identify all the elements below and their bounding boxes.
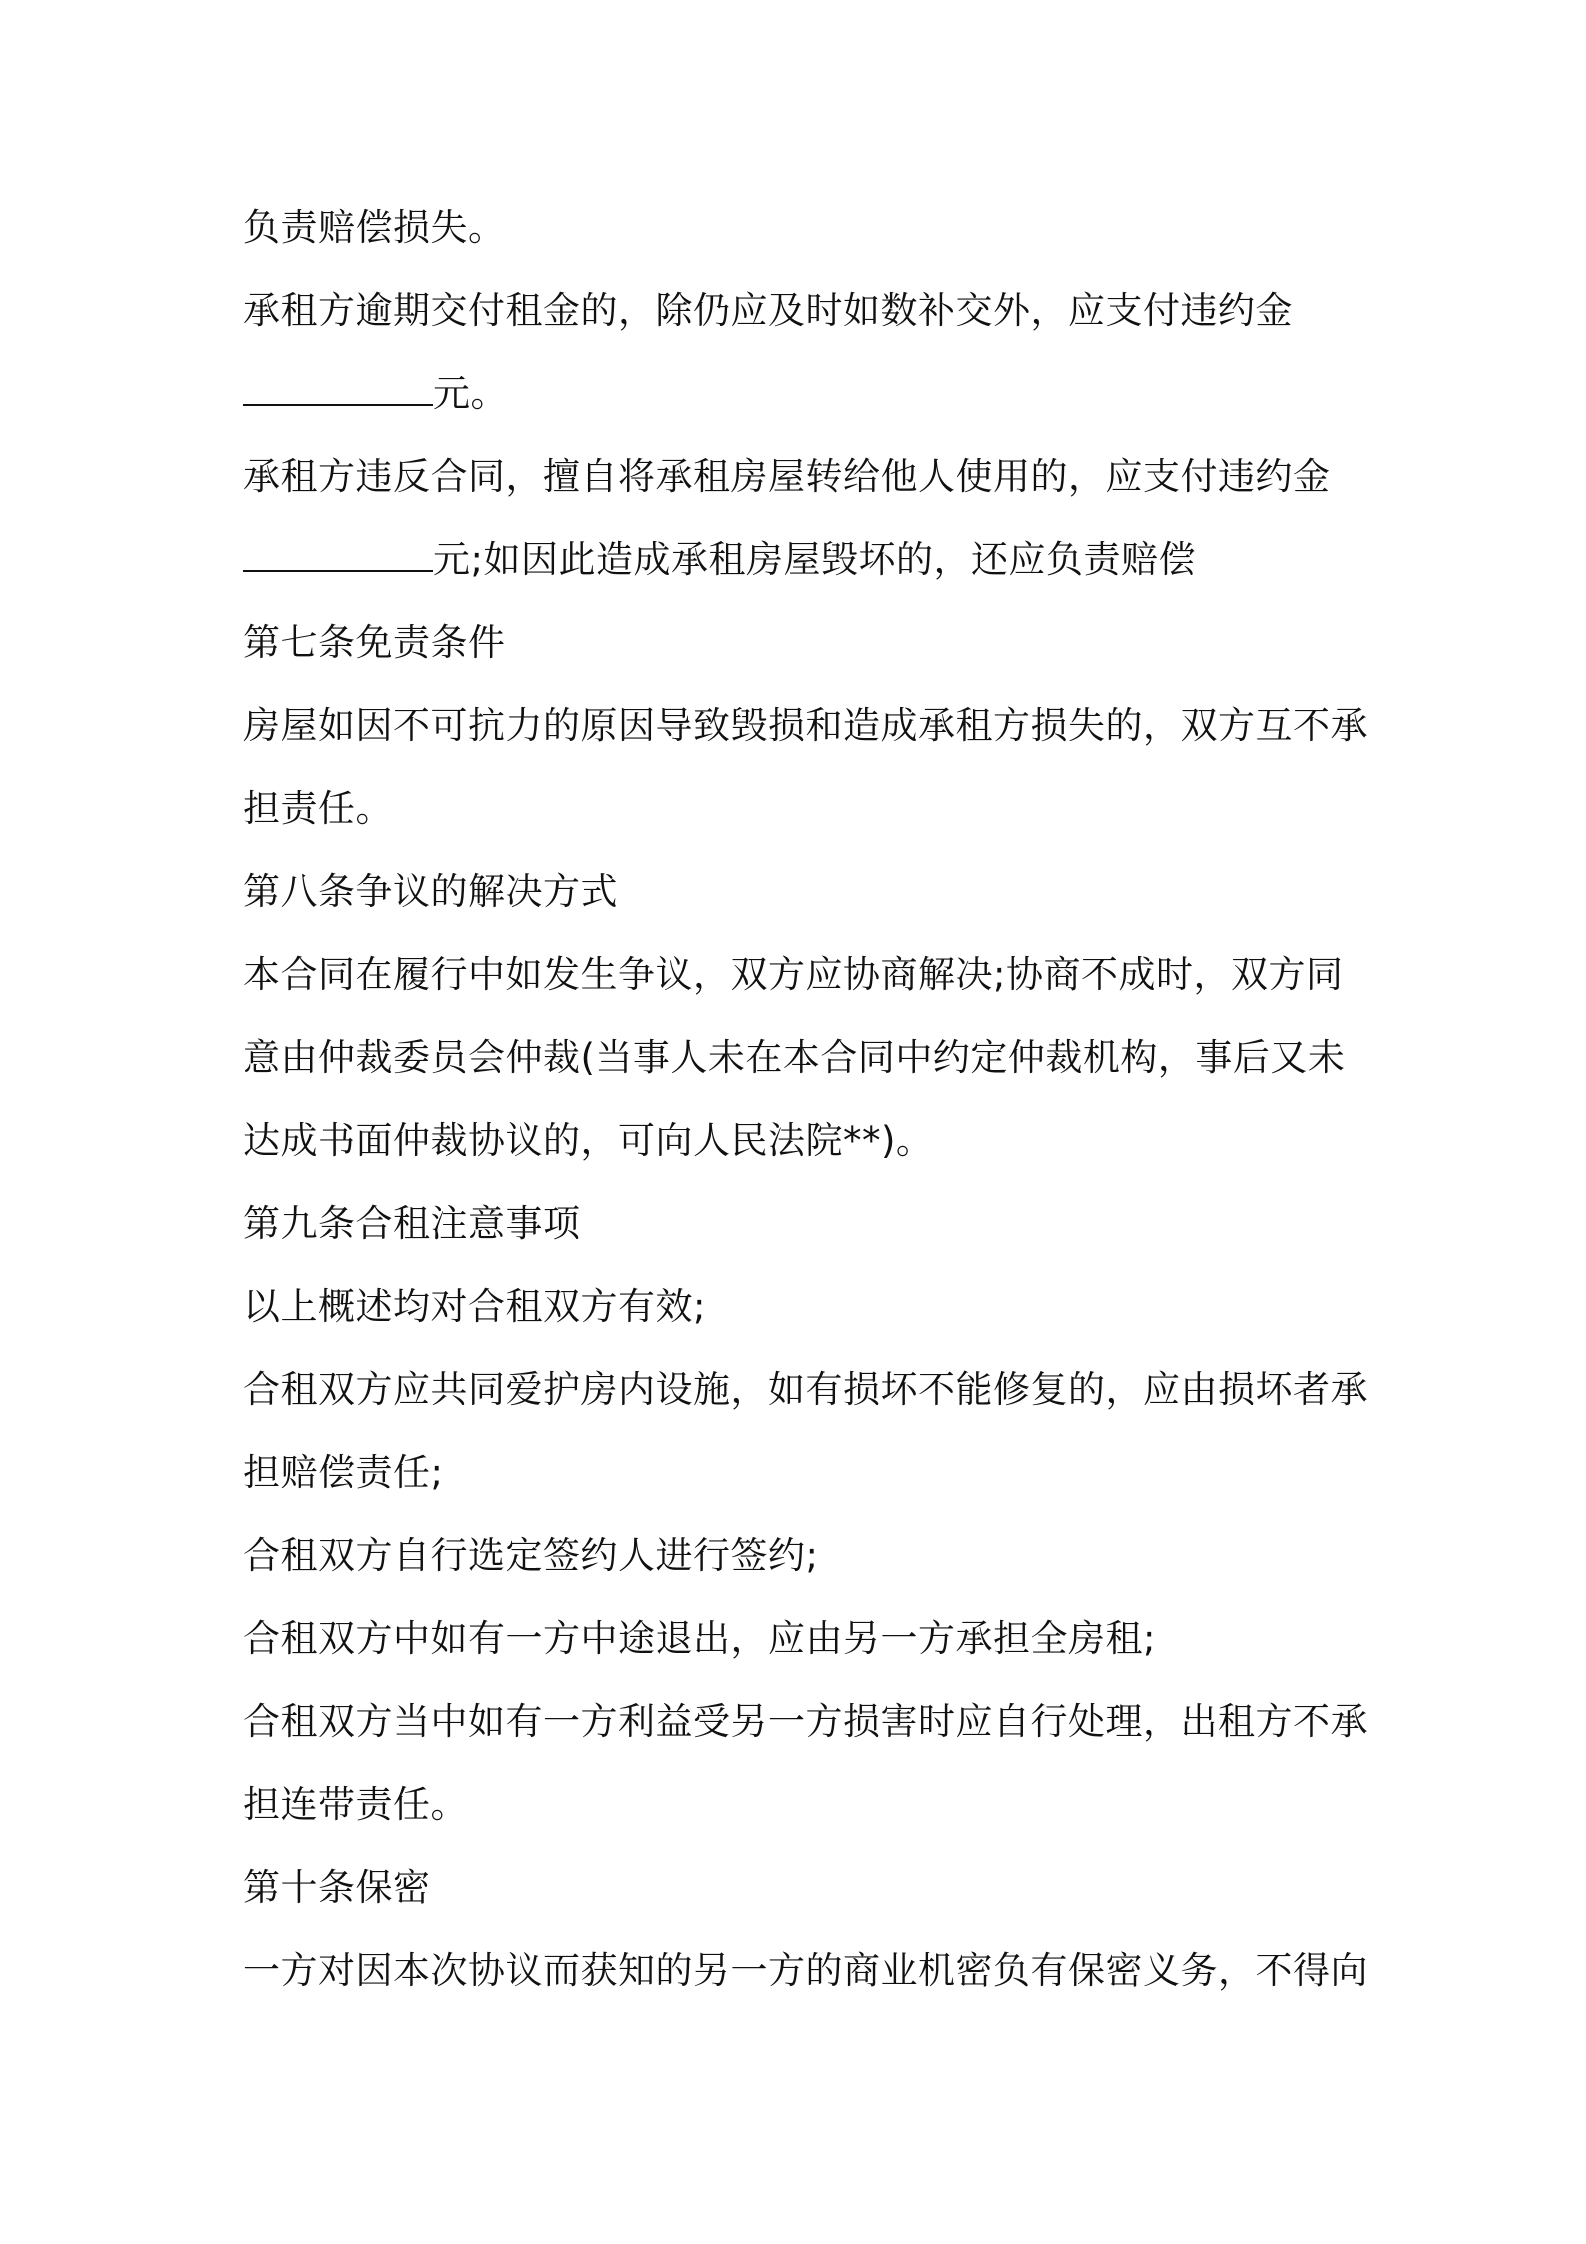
clause-text: 合租双方当中如有一方利益受另一方损害时应自行处理，出租方不承 bbox=[243, 1700, 1368, 1743]
clause-text: 担连带责任。 bbox=[243, 1783, 468, 1826]
clause-text: 元;如因此造成承租房屋毁坏的，还应负责赔偿 bbox=[433, 538, 1196, 581]
clause-text: 承租方违反合同，擅自将承租房屋转给他人使用的，应支付违约金 bbox=[243, 455, 1331, 498]
clause-text: 担赔偿责任; bbox=[243, 1451, 444, 1494]
clause-text-with-blank bbox=[243, 535, 1363, 585]
clause-text: 房屋如因不可抗力的原因导致毁损和造成承租方损失的，双方互不承 bbox=[243, 704, 1368, 747]
clause-text: 担责任。 bbox=[243, 787, 393, 830]
section-heading: 第九条合租注意事项 bbox=[243, 1202, 581, 1245]
clause-text: 负责赔偿损失。 bbox=[243, 206, 506, 249]
clause-text: 合租双方自行选定签约人进行签约; bbox=[243, 1534, 819, 1577]
clause-text: 承租方逾期交付租金的，除仍应及时如数补交外，应支付违约金 bbox=[243, 289, 1293, 332]
clause-text: 以上概述均对合租双方有效; bbox=[243, 1285, 706, 1328]
fill-in-blank bbox=[243, 374, 433, 406]
section-heading: 第七条免责条件 bbox=[243, 621, 506, 664]
clause-text: 合租双方应共同爱护房内设施，如有损坏不能修复的，应由损坏者承 bbox=[243, 1368, 1368, 1411]
clause-text: 合租双方中如有一方中途退出，应由另一方承担全房租; bbox=[243, 1617, 1156, 1660]
clause-text-with-blank bbox=[243, 369, 1363, 419]
clause-text: 一方对因本次协议而获知的另一方的商业机密负有保密义务，不得向 bbox=[243, 1949, 1368, 1992]
clause-text: 意由仲裁委员会仲裁(当事人未在本合同中约定仲裁机构，事后又未 bbox=[243, 1036, 1346, 1079]
clause-text: 达成书面仲裁协议的，可向人民法院**)。 bbox=[243, 1119, 934, 1162]
fill-in-blank bbox=[243, 540, 433, 572]
clause-text: 本合同在履行中如发生争议，双方应协商解决;协商不成时，双方同 bbox=[243, 953, 1344, 996]
section-heading: 第十条保密 bbox=[243, 1866, 431, 1909]
section-heading: 第八条争议的解决方式 bbox=[243, 870, 618, 913]
clause-text: 元。 bbox=[433, 372, 508, 415]
